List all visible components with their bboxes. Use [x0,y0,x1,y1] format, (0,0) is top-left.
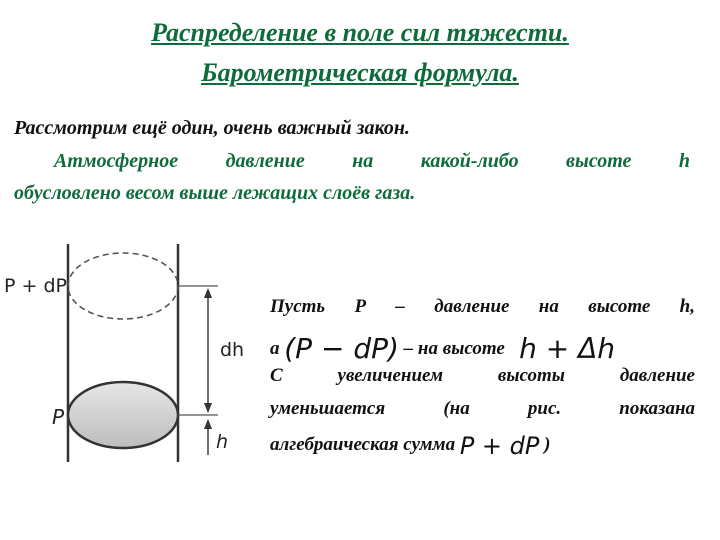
explanation-line-3: С увеличением высоты давление [270,365,695,386]
label-p: P [52,405,65,429]
label-p-plus-dp: P + dP [4,275,67,297]
explanation-line-2-prefix: а [270,338,280,359]
explanation-line-5-prefix: алгебраическая сумма [270,434,456,455]
intro-line-1: Рассмотрим ещё один, очень важный закон. [14,117,410,139]
slide-title-line-1: Распределение в поле сил тяжести. [151,18,569,47]
pressure-layer-diagram [0,240,260,480]
intro-line-2: Атмосферное давление на какой-либо высоте h [54,150,690,172]
label-dh: dh [220,339,245,361]
formula-p-plus-dp: P + dP [459,432,540,460]
label-h: h [216,431,229,453]
explanation-line-1: Пусть Р – давление на высоте h, [270,296,695,317]
formula-h-plus-delta-h: h + Δh [519,332,615,365]
explanation-line-5-suffix: ) [544,434,551,455]
slide-title-line-2: Барометрическая формула. [201,58,519,87]
explanation-line-2 [270,332,695,365]
intro-line-3: обусловлено весом выше лежащих слоёв газа. [14,182,416,204]
explanation-line-2-middle: – на высоте [403,338,505,359]
explanation-line-4: уменьшается (на рис. показана [270,398,695,419]
explanation-line-5 [270,432,695,460]
upper-layer-dashed-ellipse [68,253,178,319]
lower-layer-ellipse [68,382,178,448]
formula-p-minus-dp: (P − dP) [284,332,399,365]
